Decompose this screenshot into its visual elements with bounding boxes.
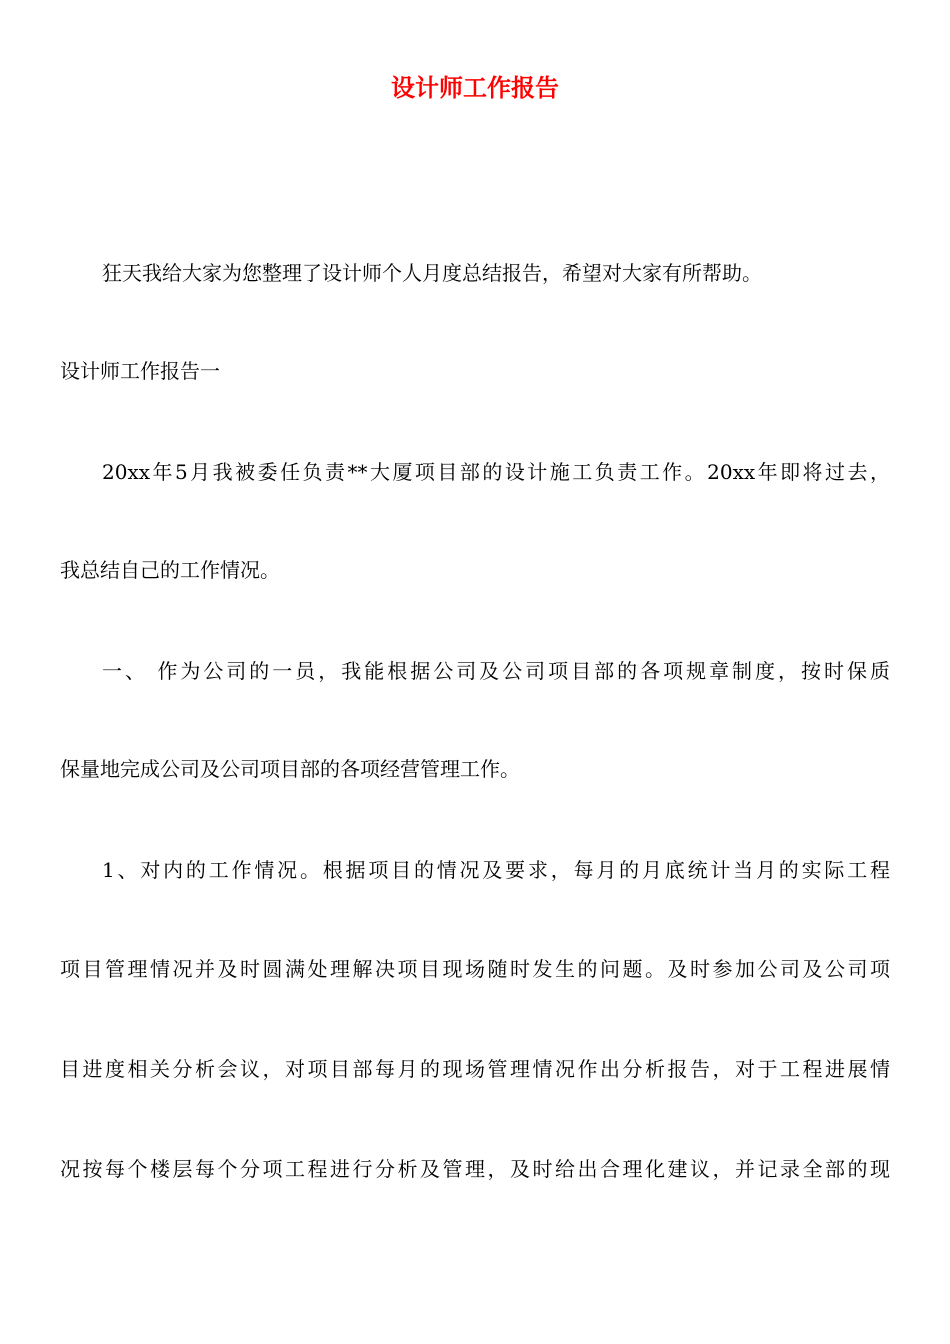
paragraph-line: 一、 作为公司的一员，我能根据公司及公司项目部的各项规章制度，按时保质 <box>102 659 890 683</box>
intro-paragraph: 狂天我给大家为您整理了设计师个人月度总结报告，希望对大家有所帮助。 <box>102 261 762 285</box>
paragraph-line: 1、对内的工作情况。根据项目的情况及要求，每月的月底统计当月的实际工程 <box>102 858 890 882</box>
section-heading: 设计师工作报告一 <box>60 359 220 383</box>
paragraph-line: 目进度相关分析会议，对项目部每月的现场管理情况作出分析报告，对于工程进展情 <box>60 1057 890 1081</box>
paragraph-line: 20xx年5月我被委任负责**大厦项目部的设计施工负责工作。20xx年即将过去， <box>102 460 890 484</box>
document-title: 设计师工作报告 <box>391 74 559 102</box>
paragraph-line: 况按每个楼层每个分项工程进行分析及管理，及时给出合理化建议，并记录全部的现 <box>60 1157 890 1181</box>
paragraph-line: 保量地完成公司及公司项目部的各项经营管理工作。 <box>60 757 520 781</box>
paragraph-line: 项目管理情况并及时圆满处理解决项目现场随时发生的问题。及时参加公司及公司项 <box>60 957 890 981</box>
paragraph-line: 我总结自己的工作情况。 <box>60 558 280 582</box>
